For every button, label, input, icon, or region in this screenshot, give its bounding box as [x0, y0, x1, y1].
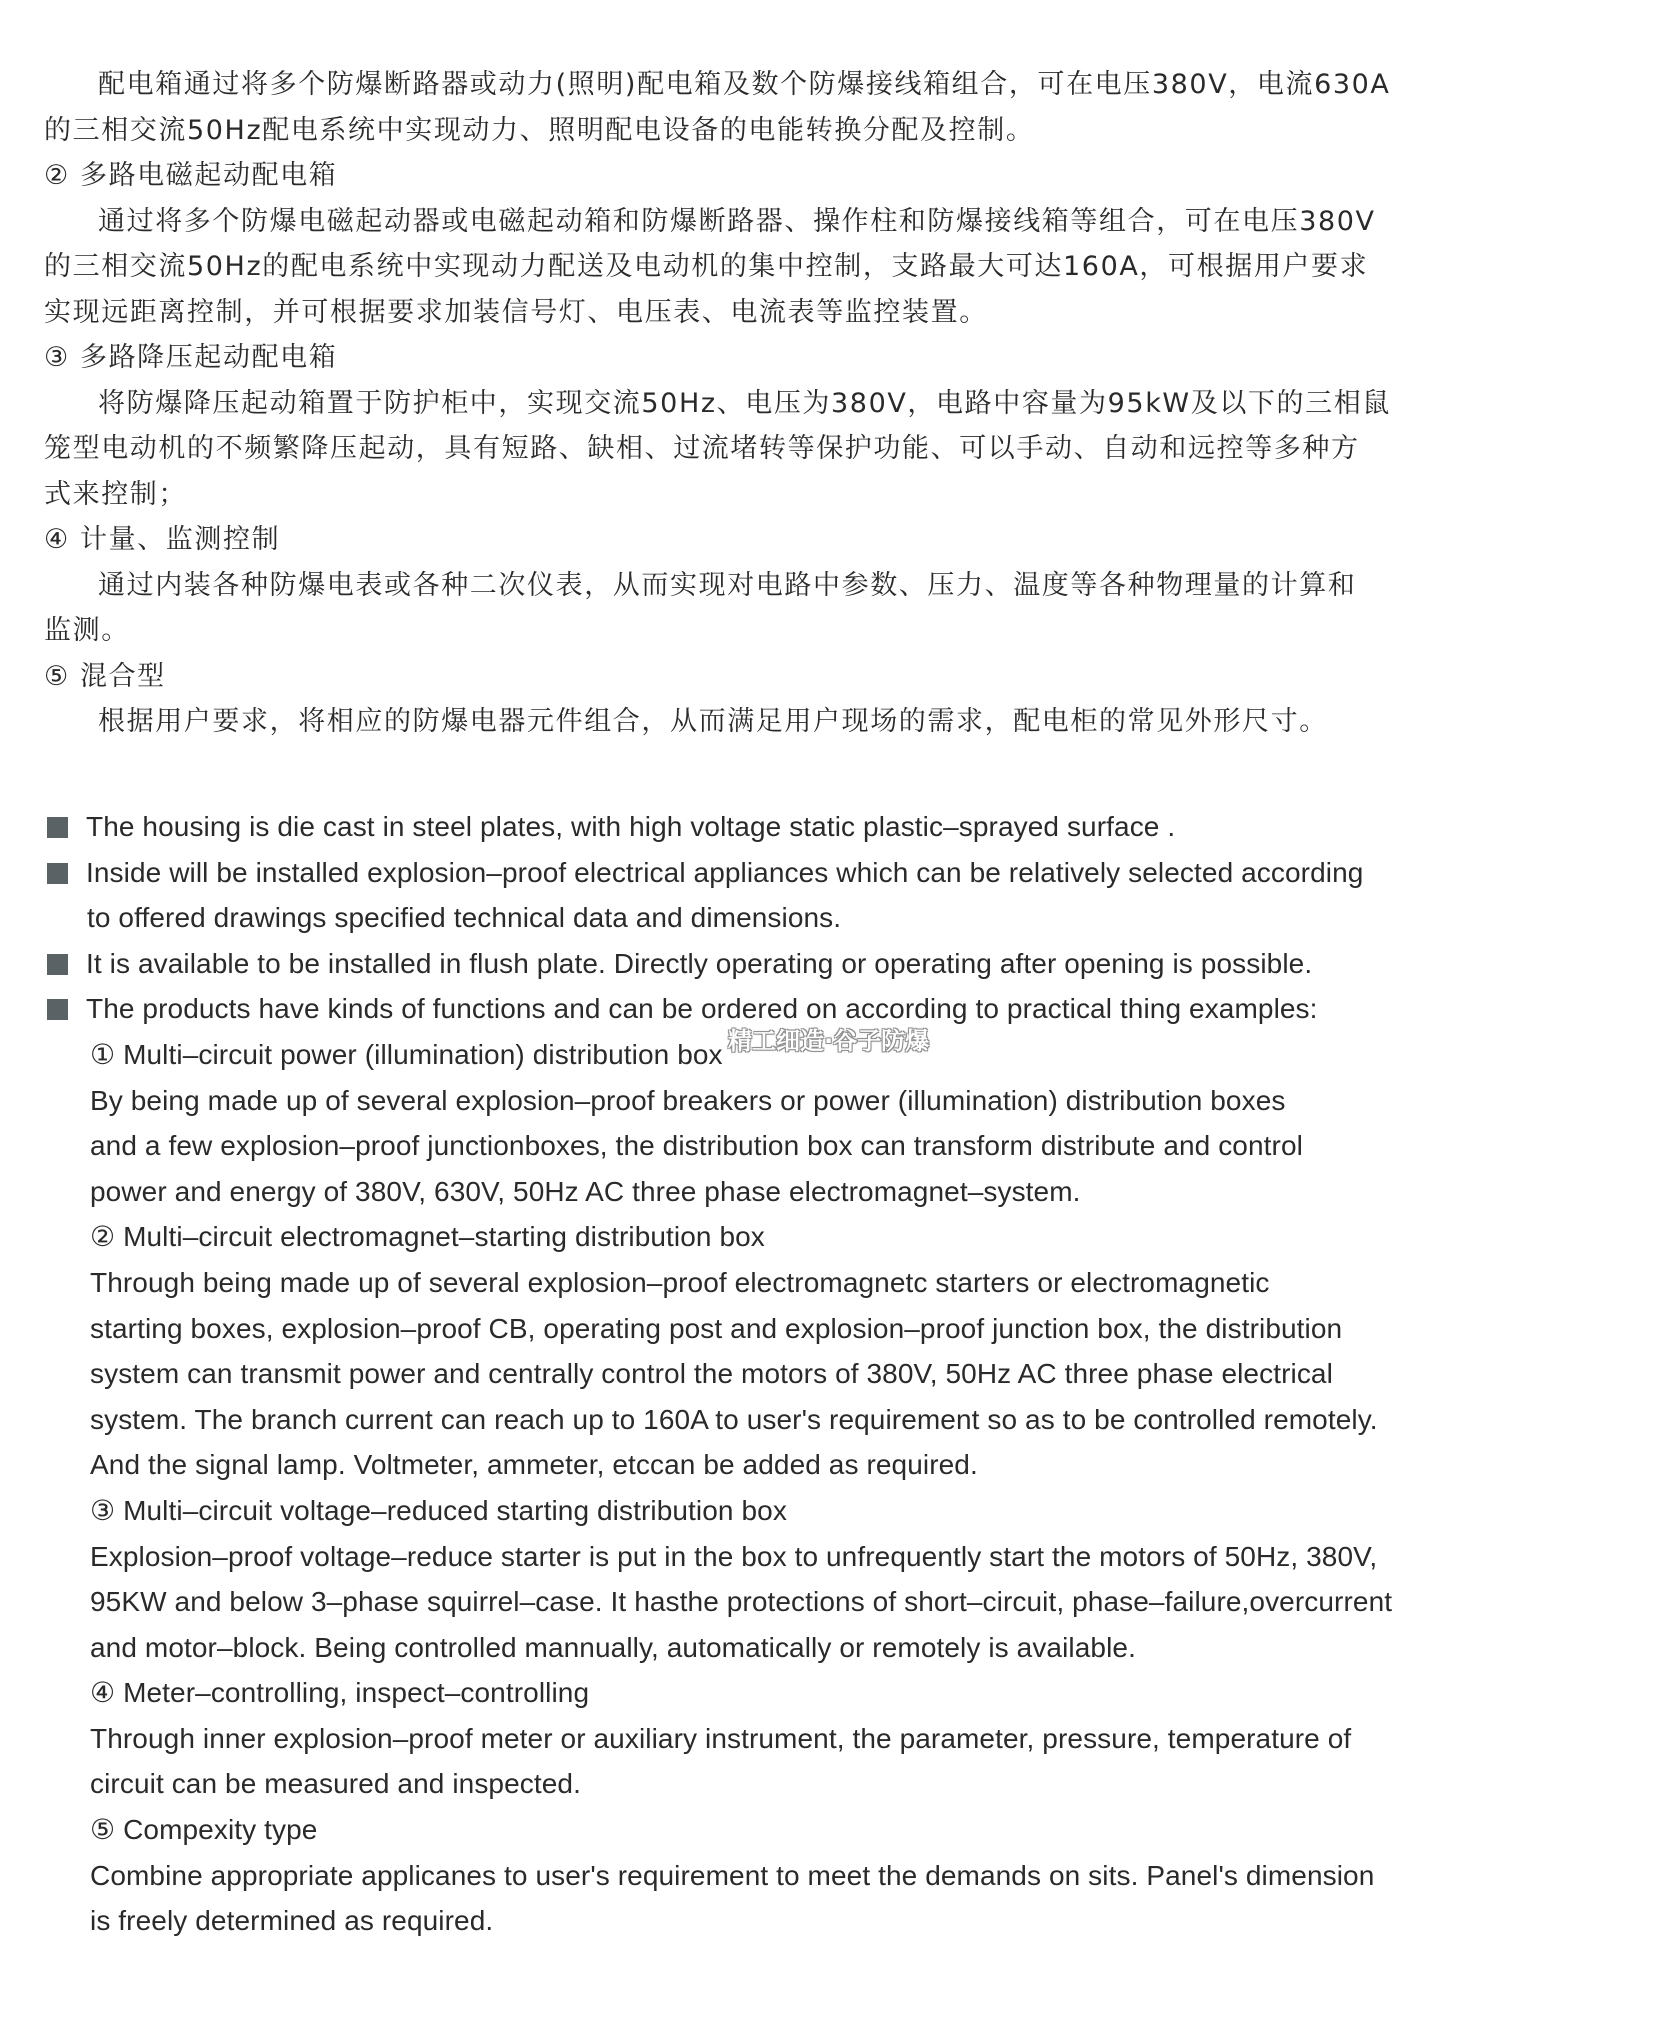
sub-paragraph-line: starting boxes, explosion–proof CB, operating post and explosion–proof junction box, the distribution: [90, 1312, 1343, 1344]
bullet-item-flush-plate: [44, 941, 1464, 987]
cn-paragraph-line: 实现远距离控制，并可根据要求加装信号灯、电压表、电流表等监控装置。: [44, 296, 988, 328]
sub-heading-compexity-type: ⑤ Compexity type: [90, 1814, 318, 1846]
sub-paragraph-line: and motor–block. Being controlled mannually, automatically or remotely is available.: [90, 1631, 1136, 1663]
sub-paragraph-line: By being made up of several explosion–proof breakers or power (illumination) distribution boxes: [90, 1084, 1286, 1116]
sub-paragraph-line: Through being made up of several explosion–proof electromagnetc starters or electromagnetic: [90, 1266, 1270, 1298]
sub-paragraph-line: And the signal lamp. Voltmeter, ammeter, etccan be added as required.: [90, 1449, 978, 1481]
square-bullet-icon: [47, 999, 68, 1020]
square-bullet-icon: [47, 817, 68, 838]
bullet-item-inside: [44, 850, 1464, 896]
sub-paragraph-line: Explosion–proof voltage–reduce starter is put in the box to unfrequently start the motors of 50Hz, 380V,: [90, 1540, 1378, 1572]
cn-paragraph-line: 通过内装各种防爆电表或各种二次仪表，从而实现对电路中参数、压力、温度等各种物理量的计算和: [98, 569, 1357, 601]
sub-paragraph-line: system. The branch current can reach up to 160A to user's requirement so as to be controlled remotely.: [90, 1403, 1378, 1435]
sub-heading-electromagnet-starting: ② Multi–circuit electromagnet–starting distribution box: [90, 1221, 765, 1253]
cn-heading-mixed-type: ⑤ 混合型: [44, 660, 166, 692]
bullet-text: The housing is die cast in steel plates, with high voltage static plastic–sprayed surface .: [86, 811, 1176, 842]
watermark-label: 精工细造·谷子防爆: [728, 1027, 930, 1055]
cn-heading-metering-monitoring: ④ 计量、监测控制: [44, 524, 281, 555]
sub-heading-voltage-reduced: ③ Multi–circuit voltage–reduced starting distribution box: [90, 1494, 787, 1526]
bullet-item-housing: [44, 804, 1464, 850]
cn-paragraph-line: 通过将多个防爆电磁起动器或电磁起动箱和防爆断路器、操作柱和防爆接线箱等组合，可在电压380V: [98, 205, 1376, 237]
cn-paragraph-line: 笼型电动机的不频繁降压起动，具有短路、缺相、过流堵转等保护功能、可以手动、自动和远控等多种方: [44, 433, 1360, 464]
chinese-section: [44, 62, 1464, 745]
bullet-text: The products have kinds of functions and can be ordered on according to practical thing examples:: [86, 993, 1318, 1025]
sub-paragraph-line: power and energy of 380V, 630V, 50Hz AC three phase electromagnet–system.: [90, 1175, 1081, 1207]
cn-paragraph-line: 监测。: [44, 615, 130, 646]
sub-paragraph-line: Combine appropriate applicanes to user's requirement to meet the demands on sits. Panel's dimension: [90, 1859, 1375, 1891]
cn-heading-multi-circuit-voltage-reduced: ③ 多路降压起动配电箱: [44, 342, 338, 373]
bullet-text: Inside will be installed explosion–proof electrical appliances which can be relatively selected according: [86, 856, 1364, 888]
sub-paragraph-line: is freely determined as required.: [90, 1905, 494, 1937]
sub-paragraph-line: 95KW and below 3–phase squirrel–case. It hasthe protections of short–circuit, phase–failure,overcurrent: [90, 1586, 1393, 1618]
sub-paragraph-line: circuit can be measured and inspected.: [90, 1768, 581, 1800]
cn-paragraph-line: 式来控制；: [44, 478, 187, 510]
bullet-continuation: to offered drawings specified technical data and dimensions.: [87, 902, 842, 934]
sub-paragraph-line: and a few explosion–proof junctionboxes, the distribution box can transform distribute and control: [90, 1130, 1303, 1162]
sub-paragraph-line: system can transmit power and centrally control the motors of 380V, 50Hz AC three phase electrical: [90, 1358, 1333, 1390]
cn-paragraph-line: 配电箱通过将多个防爆断路器或动力(照明)配电箱及数个防爆接线箱组合，可在电压380V，电流630A: [98, 69, 1391, 100]
sub-heading-power-distribution: ① Multi–circuit power (illumination) distribution box: [90, 1038, 723, 1070]
cn-paragraph-line: 根据用户要求，将相应的防爆电器元件组合，从而满足用户现场的需求，配电柜的常见外形尺寸。: [98, 706, 1328, 737]
english-section: [44, 804, 1464, 1944]
square-bullet-icon: [47, 863, 68, 884]
cn-heading-multi-circuit-electromagnetic: ② 多路电磁起动配电箱: [44, 160, 338, 191]
bullet-text: It is available to be installed in flush plate. Directly operating or operating after opening is possible.: [86, 947, 1313, 979]
cn-paragraph-line: 将防爆降压起动箱置于防护柜中，实现交流50Hz、电压为380V，电路中容量为95kW及以下的三相鼠: [98, 387, 1391, 419]
cn-paragraph-line: 的三相交流50Hz的配电系统中实现动力配送及电动机的集中控制，支路最大可达160A，可根据用户要求: [44, 251, 1369, 282]
square-bullet-icon: [47, 954, 68, 975]
sub-paragraph-line: Through inner explosion–proof meter or auxiliary instrument, the parameter, pressure, temperature of: [90, 1722, 1352, 1754]
cn-paragraph-line: 的三相交流50Hz配电系统中实现动力、照明配电设备的电能转换分配及控制。: [44, 114, 1035, 146]
sub-heading-meter-controlling: ④ Meter–controlling, inspect–controlling: [90, 1677, 590, 1709]
